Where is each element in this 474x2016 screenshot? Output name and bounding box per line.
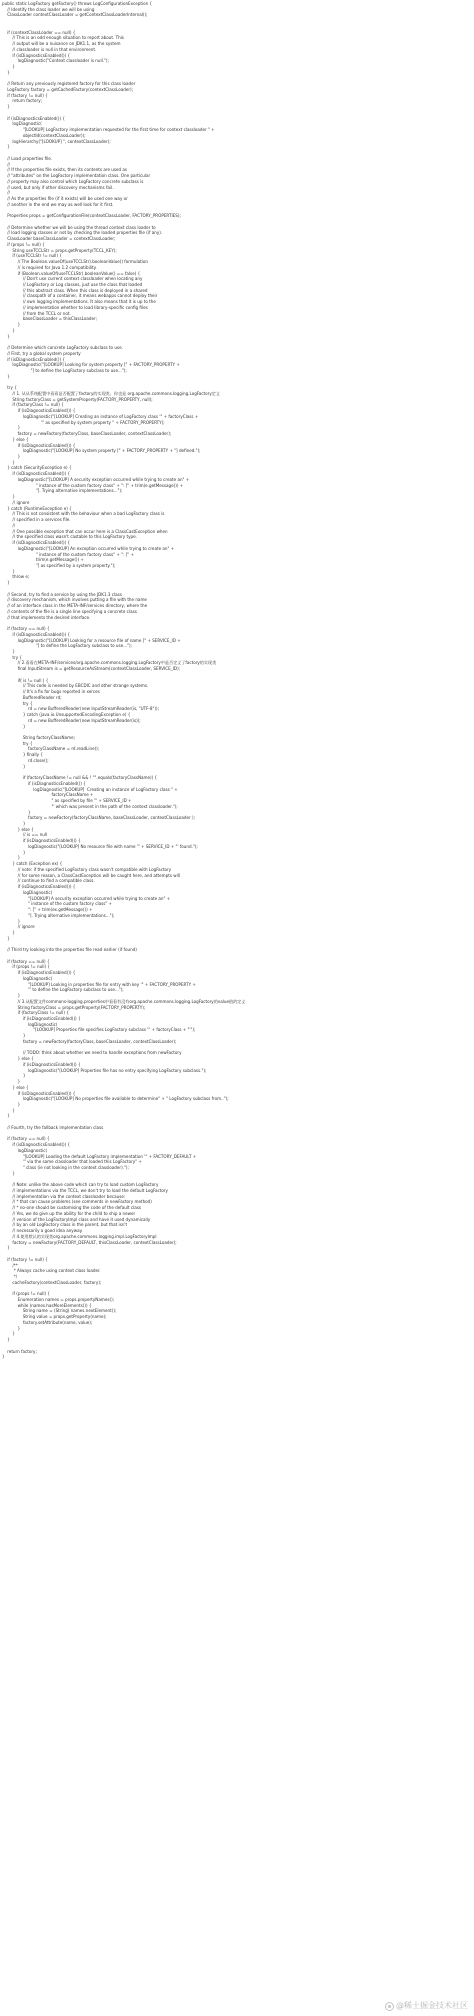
code-line: // load logging classes or not by checking the loaded properties file (if any). — [2, 230, 163, 236]
code-line: } — [2, 494, 16, 500]
code-line: if (useTCCLStr != null) { — [2, 253, 62, 259]
code-line: // TODO: think about whether we need to handle exceptions from newFactory — [2, 1050, 182, 1056]
code-line: } — [2, 104, 10, 110]
code-line: logHierarchy("[LOOKUP] ", contextClassLoader); — [2, 138, 111, 144]
code-line: } — [2, 1245, 10, 1251]
code-line: if (factoryClass != null) { — [2, 1010, 69, 1016]
code-line: logDiagnostic("[LOOKUP] An exception occurred while trying to create an" + — [2, 545, 175, 551]
code-line: // 1. 从从系统配置中看看是否配置了factory的实现类，你也是 org.apache.commons.logging.LogFactory定义 — [2, 390, 220, 396]
code-line: String useTCCLStr = props.getProperty(TCCL_KEY); — [2, 247, 117, 253]
code-line: } else { — [2, 436, 29, 442]
code-line: objectId(contextClassLoader)); — [2, 132, 86, 138]
code-line: "[LOOKUP] Loading the default LogFactory implementation '" + FACTORY_DEFAULT + — [2, 1153, 197, 1159]
code-line: // ignore — [2, 499, 30, 505]
code-line: } — [2, 849, 26, 855]
code-line: // Identify the class loader we will be using — [2, 6, 95, 12]
code-line: logDiagnostic( — [2, 1021, 58, 1027]
code-line: public static LogFactory getFactory() throws LogConfigurationException { — [2, 1, 153, 6]
code-line: // ignore — [2, 924, 35, 930]
code-line: "[LOOKUP] A security exception occurred while trying to create an" + — [2, 895, 171, 901]
code-line: } — [2, 1102, 21, 1107]
code-line: "' to define the LogFactory subclass to use..."); — [2, 987, 124, 993]
code-line: } — [2, 918, 21, 924]
code-line: if (contextClassLoader == null) { — [2, 29, 76, 35]
code-line: logDiagnostic("[LOOKUP] Creating an instance of LogFactory class '" + factoryClass + — [2, 413, 199, 419]
code-line: // As the properties file (if it exists) will be used one way or — [2, 195, 128, 201]
code-line: // implementations via the TCCL, we don't try to load the default LogFactory — [2, 1188, 168, 1194]
code-line: } — [2, 1337, 10, 1343]
code-line: } else { — [2, 826, 34, 832]
code-line: try { — [2, 700, 33, 706]
code-line: if (factory != null) { — [2, 92, 48, 98]
code-line: if (isDiagnosticsEnabled()) { — [2, 970, 76, 976]
code-line: try { — [2, 740, 33, 746]
code-line: "]. Trying alternative implementations..."); — [2, 912, 115, 918]
code-line: if (isDiagnosticsEnabled()) { — [2, 631, 71, 637]
code-line: } — [2, 723, 26, 729]
code-line: // * no-one should be customising the code of the default class — [2, 1205, 142, 1211]
code-line: logDiagnostic( — [2, 121, 42, 127]
code-line: // is == null — [2, 832, 48, 838]
code-line: } — [2, 327, 16, 333]
code-line: // output will be a nuisance on JDK1.1, as the system — [2, 41, 121, 47]
code-line: // This is an odd enough situation to report about. This — [2, 35, 124, 41]
code-line: // This code is needed by EBCDIC and other strange systems. — [2, 683, 149, 689]
code-block — [2, 1, 470, 1360]
code-line: if (factoryClassName != null && ! "".equals(factoryClassName)) { — [2, 775, 158, 781]
code-line: if (isDiagnosticsEnabled()) { — [2, 1015, 81, 1021]
code-line: // — [2, 190, 10, 196]
code-line: // that implements the desired interface. — [2, 614, 91, 620]
code-line: // another in the end we may as well look for it first. — [2, 201, 114, 207]
code-line: } — [2, 935, 10, 941]
code-line: // One possible exception that can occur here is a ClassCastException when — [2, 528, 168, 534]
code-line: // It's a fix for bugs reported in xerces — [2, 689, 100, 695]
watermark — [385, 2001, 468, 2011]
code-line: // continue to find a compatible class. — [2, 878, 95, 884]
code-line: factoryClassName = rd.readLine(); — [2, 746, 100, 752]
code-line: "] as specified by a system property."); — [2, 562, 116, 568]
code-line: factory = newFactory(factoryClass, baseClassLoader, contextClassLoader); — [2, 431, 172, 437]
code-line: if (isDiagnosticsEnabled()) { — [2, 780, 86, 786]
code-line: // by an old LogFactory class in the parent, but that isn't — [2, 1222, 128, 1228]
code-line: // implementation via the context classloader because: — [2, 1193, 126, 1199]
code-line: // 4.使用默认的实现类org.apache.commons.logging.impl.LogFactoryImpl — [2, 1233, 157, 1239]
code-line: if (factory == null) { — [2, 626, 50, 632]
code-line: } else { — [2, 1084, 29, 1090]
code-line: // note: if the specified LogFactory class wasn't compatible with LogFactory — [2, 866, 172, 872]
code-line: // for some reason, a ClassCastException will be caught here, and attempts will — [2, 872, 181, 878]
code-line: } — [2, 1325, 21, 1331]
code-line: } catch (Exception ex) { — [2, 861, 63, 867]
code-line: } — [2, 1331, 16, 1337]
code-line: // Third try looking into the properties file read earlier (if found) — [2, 947, 137, 953]
code-line: } finally { — [2, 752, 44, 758]
code-line: // this abstract class. When this class is deployed in a shared — [2, 287, 148, 293]
code-line: "[LOOKUP] Properties file specifies LogFactory subclass '" + factoryClass + "'"); — [2, 1027, 196, 1033]
code-line: "[LOOKUP] Looking in properties file for entry with key '" + FACTORY_PROPERTY + — [2, 981, 196, 987]
code-line: logDiagnostic("[LOOKUP] No resource file with name '" + SERVICE_ID + "' found."); — [2, 843, 198, 849]
code-line: } — [2, 648, 16, 654]
code-line: if (isDiagnosticsEnabled()) { — [2, 540, 71, 546]
code-line: if (factory != null) { — [2, 1256, 48, 1262]
code-line: factory = newFactory(factoryClassName, baseClassLoader, contextClassLoader ); — [2, 815, 196, 821]
code-line: } — [2, 69, 10, 75]
code-line: rd = new BufferedReader(new InputStreamReader(is)); — [2, 717, 141, 723]
code-line: } — [2, 322, 21, 328]
code-line: } — [2, 425, 21, 431]
code-line: } — [2, 580, 10, 586]
code-line: // classpath of a container, it means webapps cannot deploy their — [2, 293, 158, 299]
code-line: logDiagnostic("[LOOKUP] Looking for a resource file of name [" + SERVICE_ID + — [2, 637, 181, 643]
code-line: if (factoryClass != null) { — [2, 402, 64, 408]
code-line: logDiagnostic("[LOOKUP] Creating an instance of LogFactory class " + — [2, 786, 178, 792]
code-line: if (props != null) { — [2, 1291, 50, 1297]
code-line: } catch (RuntimeException e) { — [2, 505, 72, 511]
code-line: // the specified class wasn't castable to this LogFactory type. — [2, 534, 137, 540]
code-line: if( is != null ) { — [2, 677, 49, 683]
code-line: } catch (SecurityException e) { — [2, 465, 72, 471]
code-line: // Fourth, try the fallback implementation class — [2, 1124, 104, 1130]
code-line: factory = newFactory(FACTORY_DEFAULT, thisClassLoader, contextClassLoader); — [2, 1239, 177, 1245]
code-line: String factoryClass = getSystemProperty(FACTORY_PROPERTY, null); — [2, 396, 153, 402]
code-line: factory.setAttribute(name, value); — [2, 1319, 93, 1325]
code-line: } — [2, 144, 10, 150]
code-line: if (isDiagnosticsEnabled()) { — [2, 52, 71, 58]
code-line: // — [2, 161, 10, 167]
code-line: // The Boolean.valueOf(useTCCLStr).booleanValue() formulation — [2, 259, 148, 265]
code-line: // Load properties file. — [2, 155, 53, 161]
code-line: logDiagnostic( — [2, 975, 53, 981]
code-line: // Determine whether we will be using the thread context class loader to — [2, 224, 156, 230]
code-line: // contents of the file is a single line specifying a concrete class — [2, 608, 137, 614]
code-line: // Second, try to find a service by using the JDK1.3 class — [2, 591, 122, 597]
code-line: // Note: unlike the above code which can try to load custom LogFactory — [2, 1182, 159, 1188]
code-line: if (isDiagnosticsEnabled()) { — [2, 838, 81, 844]
code-line: // Don't use current context classloader when locating any — [2, 276, 143, 282]
code-line: // classloader is null in that environment. — [2, 46, 97, 52]
code-line: logDiagnostic("[LOOKUP] Properties file has no entry specifying LogFactory subclass."); — [2, 1067, 207, 1073]
code-line: if (isDiagnosticsEnabled()) { — [2, 408, 76, 414]
code-line: "[LOOKUP] LogFactory implementation requested for the first time for context classloader " + — [2, 127, 215, 133]
code-line: return factory; — [2, 1348, 37, 1354]
code-line: // Determine which concrete LogFactory subclass to use. — [2, 345, 123, 351]
code-line: // First, try a global system property — [2, 350, 81, 356]
code-line: return factory; — [2, 98, 43, 104]
code-line: // specified in a services file. — [2, 517, 71, 523]
juejin-logo-icon — [385, 2002, 394, 2011]
code-line: "' via the same classloader that loaded this LogFactory" + — [2, 1159, 142, 1165]
code-line: // "attributes" on the LogFactory implementation class. One particular — [2, 173, 151, 179]
code-line: // necessarily a good idea anyway. — [2, 1228, 83, 1234]
code-line: // 2.看看在META-INF/services/org.apache.commons.logging.LogFactory中是否定义了factory的实现类 — [2, 660, 217, 666]
code-line: if (isDiagnosticsEnabled()) { — [2, 356, 65, 362]
code-line: * Always cache using context class loader. — [2, 1268, 101, 1274]
code-line: "]. Trying alternative implementations..."); — [2, 488, 123, 494]
code-line: ClassLoader contextClassLoader = getContextClassLoaderInternal(); — [2, 12, 148, 18]
code-line: } — [2, 763, 26, 769]
code-line: if (isDiagnosticsEnabled()) { — [2, 1090, 76, 1096]
code-line: ClassLoader baseClassLoader = contextClassLoader; — [2, 236, 116, 242]
code-line: "] to define the LogFactory subclass to use..."); — [2, 368, 127, 373]
code-line: try { — [2, 654, 23, 660]
code-line: // own logging implementations. It also means that it is up to the — [2, 299, 156, 305]
code-line: String factoryClass = props.getProperty(FACTORY_PROPERTY); — [2, 1004, 146, 1010]
code-line: String factoryClassName; — [2, 735, 75, 740]
code-line: // used, but only if other discovery mechanisms fail.. — [2, 184, 115, 190]
code-line: if (Boolean.valueOf(useTCCLStr).booleanValue() == false) { — [2, 270, 141, 276]
code-line: } — [2, 333, 10, 339]
code-line: " instance of the custom factory class" + — [2, 901, 112, 907]
code-line: // from the TCCL or not. — [2, 310, 71, 316]
code-line: // This is not consistent with the behaviour when a bad LogFactory class is — [2, 511, 165, 517]
code-line: } — [2, 1033, 26, 1039]
code-line: " instance of the custom factory class" + ": [" + — [2, 551, 134, 557]
code-line: " class (ie not looking in the context classloader)."); — [2, 1165, 129, 1171]
code-line: } — [2, 821, 26, 827]
code-line: "' which was present in the path of the context classloader."); — [2, 803, 178, 809]
code-line: logDiagnostic( — [2, 1147, 48, 1153]
code-line: } — [2, 1170, 16, 1176]
code-line: // If the properties file exists, then its contents are used as — [2, 167, 128, 173]
code-line: baseClassLoader = thisClassLoader; — [2, 316, 98, 322]
code-line: } — [2, 1113, 10, 1119]
code-line: */ — [2, 1274, 18, 1280]
code-line: // * that can cause problems (see comments in newFactory method) — [2, 1199, 152, 1205]
code-line: if (isDiagnosticsEnabled()) { — [2, 471, 71, 477]
code-line: } — [2, 809, 31, 815]
code-line: throw e; — [2, 574, 30, 580]
code-line: } — [2, 373, 10, 379]
code-line: LogFactory factory = getCachedFactory(contextClassLoader); — [2, 87, 134, 93]
code-line: } catch (java.io.UnsupportedEncodingException e) { — [2, 712, 131, 718]
code-line: if (isDiagnosticsEnabled()) { — [2, 884, 76, 890]
code-line: // Return any previously registered factory for this class loader — [2, 81, 136, 87]
code-line: Enumeration names = props.propertyNames(); — [2, 1296, 115, 1302]
code-line: if (factory == null) { — [2, 958, 50, 964]
code-line: } — [2, 568, 16, 574]
code-line: // property may also control which LogFactory concrete subclass is — [2, 178, 144, 184]
code-line: // of an interface class in the META-INF/services directory, where the — [2, 603, 148, 609]
code-line: try { — [2, 385, 17, 391]
code-line: if (isDiagnosticsEnabled()) { — [2, 442, 76, 448]
code-line: logDiagnostic("Context classloader is null."); — [2, 58, 109, 64]
code-line: logDiagnostic("[LOOKUP] No system property [" + FACTORY_PROPERTY + "] defined."); — [2, 448, 201, 454]
code-line: cacheFactory(contextClassLoader, factory); — [2, 1279, 102, 1285]
code-line: // LogFactory or Log classes, just use the class that loaded — [2, 281, 143, 287]
code-line: // discovery mechanism, which involves putting a file with the name — [2, 597, 147, 603]
code-line: if (props != null) { — [2, 964, 50, 970]
code-line: // is required for Java 1.2 compatibility. — [2, 264, 97, 270]
code-line: "] to define the LogFactory subclass to use..."); — [2, 643, 132, 649]
code-line: trim(e.getMessage()) + — [2, 557, 84, 563]
code-line: } — [2, 1354, 5, 1360]
code-line: } — [2, 1079, 21, 1085]
code-line: "' as specified by system property " + FACTORY_PROPERTY); — [2, 419, 165, 425]
code-line: if (isDiagnosticsEnabled()) { — [2, 1142, 71, 1148]
code-line: // Yes, we do give up the ability for the child to ship a newer — [2, 1210, 136, 1216]
code-line: logDiagnostic( — [2, 889, 53, 895]
code-line: BufferedReader rd; — [2, 694, 62, 700]
code-line: rd.close(); — [2, 757, 49, 763]
code-line: } — [2, 993, 21, 999]
code-line: String name = (String) names.nextElement(); — [2, 1308, 117, 1314]
code-line: // version of the LogFactoryImpl class and have it used dynamically — [2, 1216, 151, 1222]
code-line: if (factory == null) { — [2, 1136, 50, 1142]
code-line: } — [2, 459, 16, 465]
code-line: " as specified by file '" + SERVICE_ID + — [2, 798, 132, 804]
code-line: /** — [2, 1262, 18, 1268]
code-line: while (names.hasMoreElements()) { — [2, 1302, 92, 1308]
watermark-text: @稀土掘金技术社区 — [396, 2001, 468, 2010]
code-line: } — [2, 64, 16, 70]
code-line: Properties props = getConfigurationFile(contextClassLoader, FACTORY_PROPERTIES); — [2, 213, 181, 219]
code-line: } — [2, 1107, 16, 1113]
code-line: String value = props.getProperty(name); — [2, 1314, 107, 1320]
code-line: logDiagnostic("[LOOKUP] A security exception occurred while trying to create an" + — [2, 476, 190, 482]
code-line: logDiagnostic("[LOOKUP] No properties file available to determine" + " LogFactory subclass from.."); — [2, 1096, 229, 1102]
code-line: logDiagnostic("[LOOKUP] Looking for system property [" + FACTORY_PROPERTY + — [2, 362, 180, 368]
code-line: if (isDiagnosticsEnabled()) { — [2, 115, 65, 121]
code-line: ": [" + trim(ex.getMessage()) + — [2, 907, 93, 913]
code-line: if (isDiagnosticsEnabled()) { — [2, 1061, 81, 1067]
code-line: rd = new BufferedReader(new InputStreamReader(is, "UTF-8")); — [2, 706, 159, 712]
code-line: // 3.从配置文件commons-logging.properties中看看有没有org.apache.commons.logging.LogFactory的value值的定义 — [2, 998, 246, 1004]
code-line: } — [2, 1073, 26, 1079]
code-line: factory = newFactory(factoryClass, baseClassLoader, contextClassLoader); — [2, 1038, 177, 1044]
code-line: " instance of the custom factory class" + ": [" + trim(e.getMessage()) + — [2, 482, 184, 488]
code-line: } — [2, 454, 21, 460]
code-line: final InputStream is = getResourceAsStream(contextClassLoader, SERVICE_ID); — [2, 666, 181, 672]
code-line: } — [2, 929, 16, 935]
code-line: factoryClassName + — [2, 792, 94, 798]
code-line: // — [2, 522, 16, 528]
code-line: } — [2, 855, 21, 861]
code-line: // implementation whether to load library-specific config files — [2, 304, 148, 310]
code-line: } else { — [2, 1056, 34, 1062]
code-line: if (props != null) { — [2, 241, 45, 247]
